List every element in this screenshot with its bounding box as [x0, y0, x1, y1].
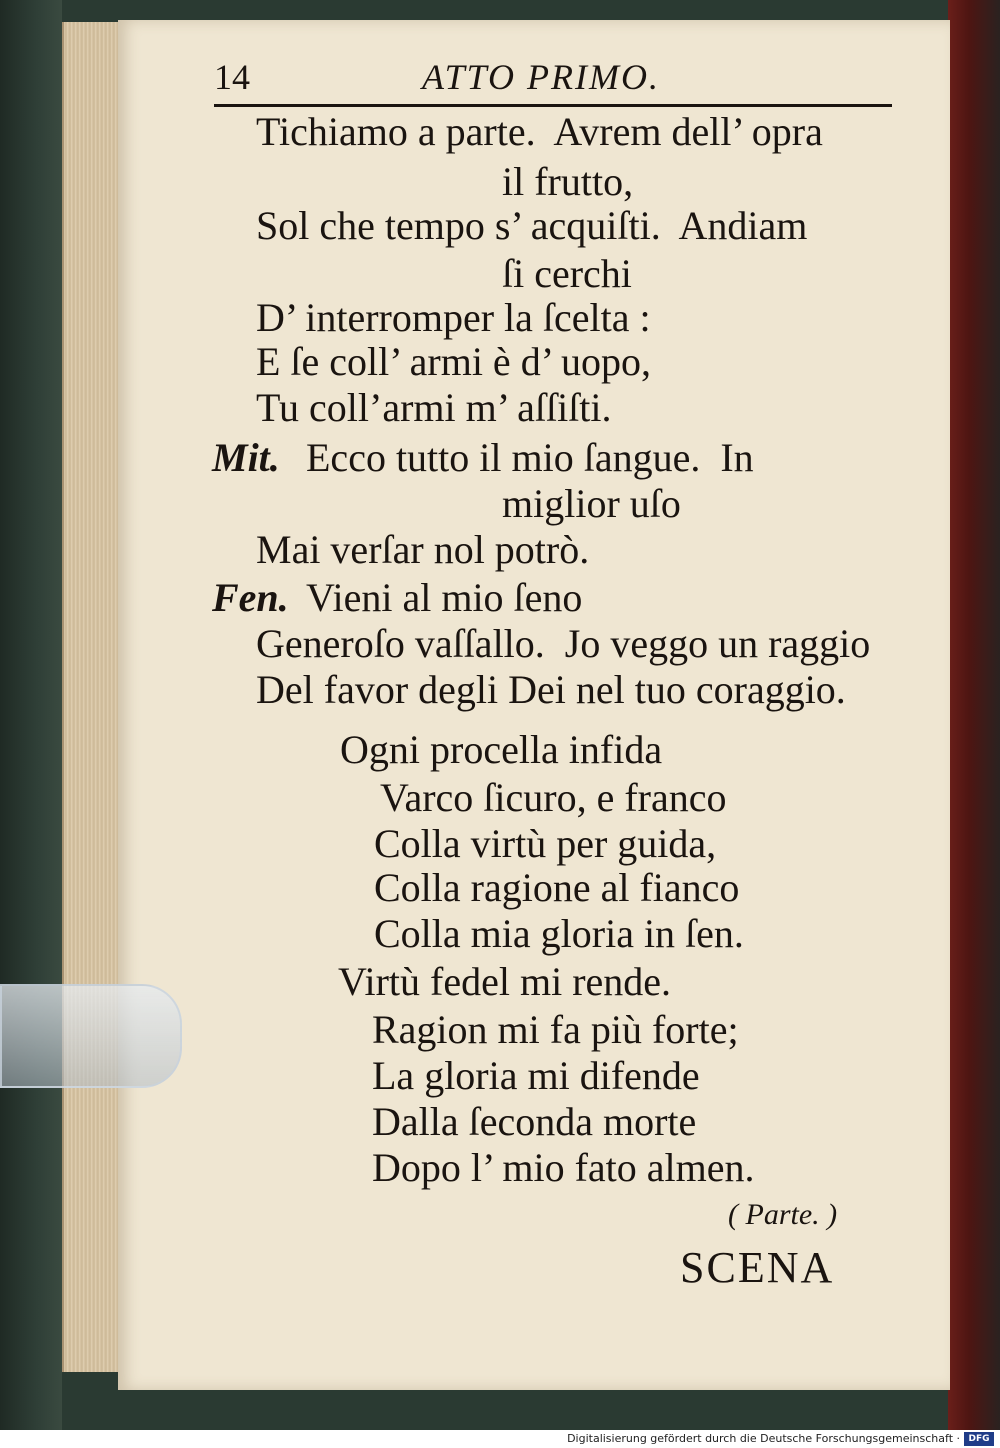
- verse-line: ſi cerchi: [502, 251, 632, 296]
- dfg-logo-icon: DFG: [964, 1432, 994, 1446]
- aria-line: Dopo l’ mio fato almen.: [372, 1145, 755, 1190]
- catchword: SCENA: [680, 1243, 835, 1292]
- verse-line: Tichiamo a parte. Avrem dell’ opra: [256, 109, 823, 154]
- verse-line: Vieni al mio ſeno: [306, 575, 583, 620]
- page-header: [214, 56, 892, 106]
- aria-line: Virtù fedel mi rende.: [338, 959, 672, 1004]
- header-rule: [214, 104, 892, 107]
- aria-line: Colla mia gloria in ſen.: [374, 911, 744, 956]
- stage-direction: ( Parte. ): [728, 1198, 838, 1231]
- verse-line: Generoſo vaſſallo. Jo veggo un raggio: [256, 621, 871, 666]
- speaker-name: Fen.: [212, 575, 289, 620]
- running-title: ATTO PRIMO.: [422, 57, 660, 97]
- aria-line: La gloria mi difende: [372, 1053, 700, 1098]
- verse-line: miglior uſo: [502, 481, 681, 526]
- speaker-name: Mit.: [212, 435, 280, 480]
- verse-line: Del favor degli Dei nel tuo coraggio.: [256, 667, 846, 712]
- digitization-credit: Digitalisierung gefördert durch die Deutsche Forschungsgemeinschaft ·: [567, 1432, 960, 1445]
- aria-line: Ogni procella infida: [340, 727, 663, 772]
- verse-line: Mai verſar nol potrò.: [256, 527, 590, 572]
- verse-line: Ecco tutto il mio ſangue. In: [306, 435, 754, 480]
- verse-line: il frutto,: [502, 159, 634, 204]
- scan-background-left: [0, 0, 62, 1448]
- verse-line: E ſe coll’ armi è d’ uopo,: [256, 339, 652, 384]
- aria-line: Dalla ſeconda morte: [372, 1099, 697, 1144]
- aria-line: Ragion mi fa più forte;: [372, 1007, 739, 1052]
- verse-line: Sol che tempo s’ acquiſti. Andiam: [256, 203, 808, 248]
- aria-line: Varco ſicuro, e franco: [380, 775, 727, 820]
- book-cover-edge: [948, 0, 1000, 1430]
- aria-line: Colla virtù per guida,: [374, 821, 717, 866]
- page-number: 14: [214, 57, 250, 97]
- aria-line: Colla ragione al fianco: [374, 865, 740, 910]
- verse-line: Tu coll’armi m’ aſſiſti.: [256, 385, 612, 430]
- verse-line: D’ interromper la ſcelta :: [256, 295, 651, 340]
- transparent-page-clip: [0, 984, 182, 1088]
